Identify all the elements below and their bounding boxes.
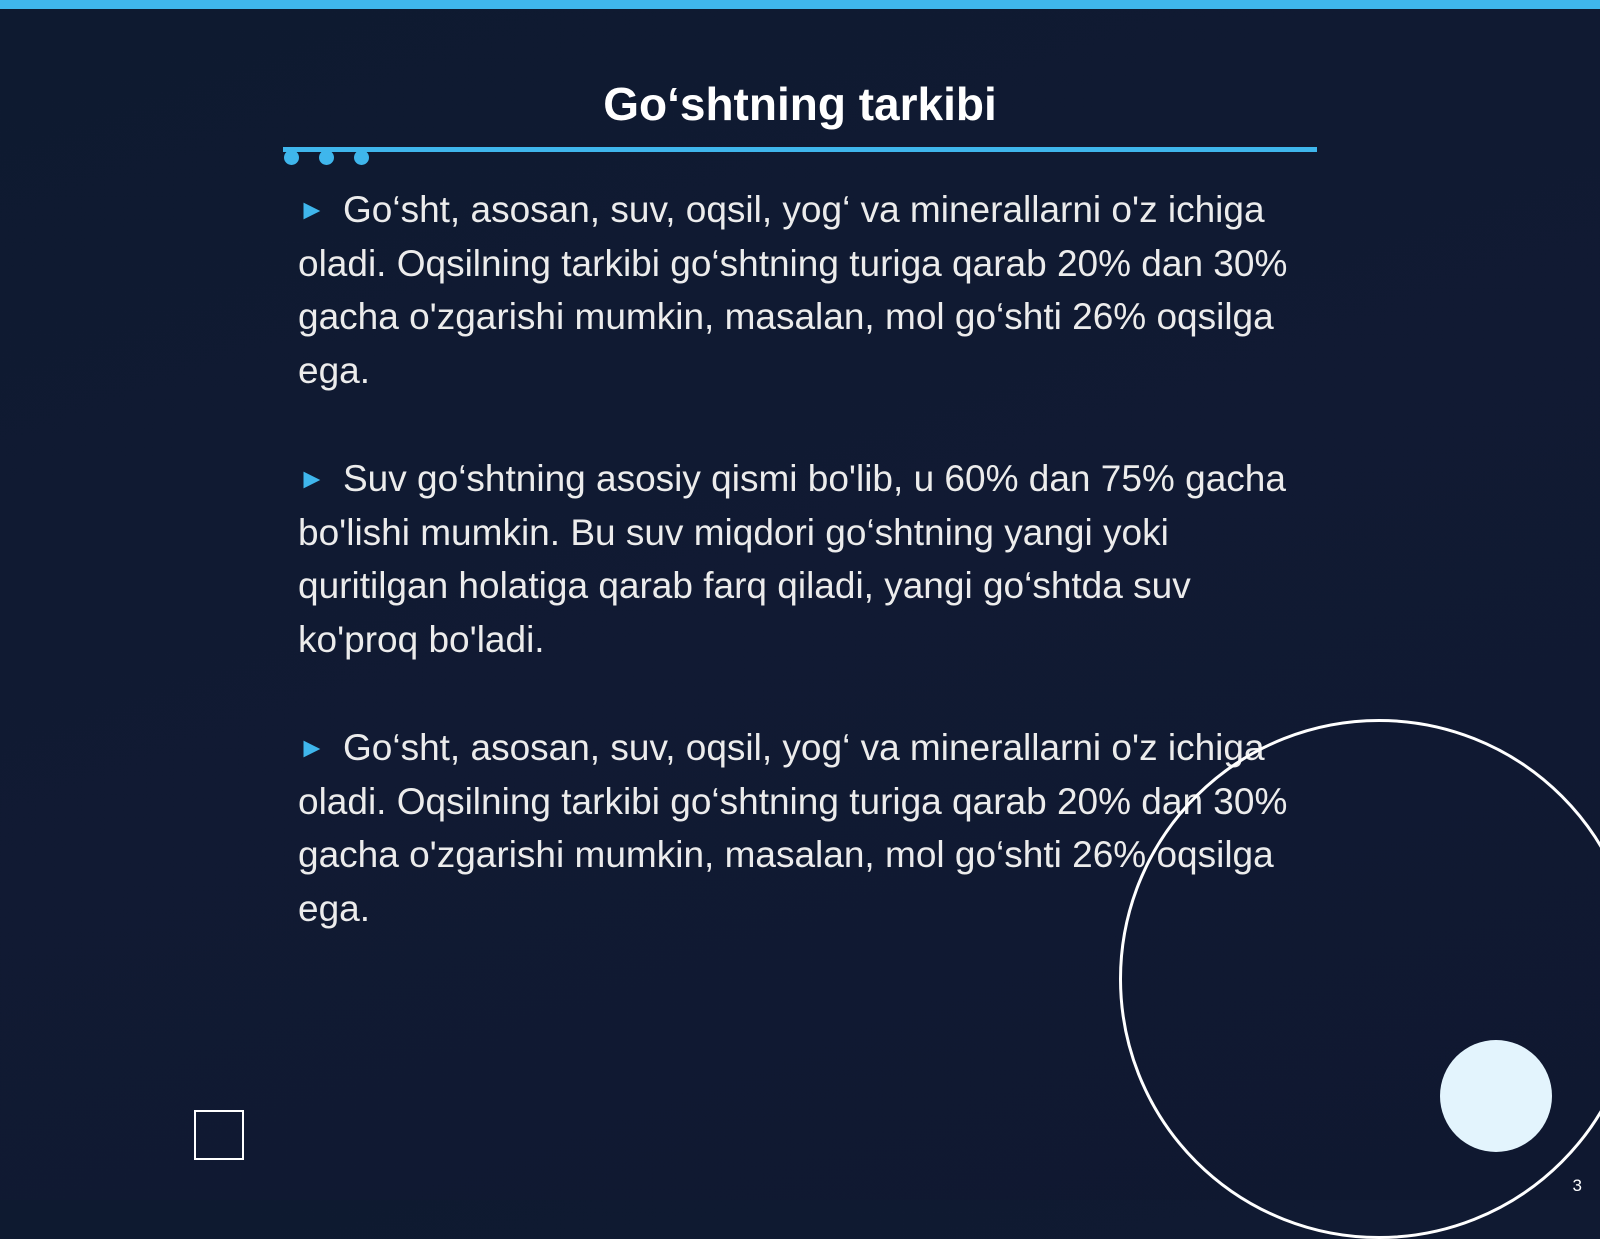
bullet-arrow-icon: ► — [298, 463, 326, 494]
paragraph-text: Suv go‘shtning asosiy qismi bo'lib, u 60% dan 75% gacha bo'lishi mumkin. Bu suv miqdori go‘shtning yangi yoki quritilgan holatiga qarab farq qiladi, yangi go‘shtda suv ko'proq bo'ladi. — [298, 458, 1286, 660]
paragraph-text: Go‘sht, asosan, suv, oqsil, yog‘ va minerallarni o'z ichiga oladi. Oqsilning tarkibi go‘shtning turiga qarab 20% dan 30% gacha o'zgarishi mumkin, masalan, mol go‘shti 26% oqsilga ega. — [298, 727, 1288, 929]
bullet-arrow-icon: ► — [298, 194, 326, 225]
decorative-dot — [284, 150, 299, 165]
slide-title: Go‘shtning tarkibi — [603, 78, 997, 130]
top-accent-bar — [0, 0, 1600, 9]
bullet-arrow-icon: ► — [298, 732, 326, 763]
decorative-square — [194, 1110, 244, 1160]
decorative-circle — [1440, 1040, 1552, 1152]
paragraph-text: Go‘sht, asosan, suv, oqsil, yog‘ va minerallarni o'z ichiga oladi. Oqsilning tarkibi go‘shtning turiga qarab 20% dan 30% gacha o'zgarishi mumkin, masalan, mol go‘shti 26% oqsilga ega. — [298, 189, 1288, 391]
bullet-paragraph — [298, 183, 1318, 397]
decorative-dot — [354, 150, 369, 165]
page-number: 3 — [1572, 1176, 1582, 1195]
title-underline — [283, 147, 1317, 152]
bullet-paragraph — [298, 452, 1318, 666]
decorative-dot — [319, 150, 334, 165]
